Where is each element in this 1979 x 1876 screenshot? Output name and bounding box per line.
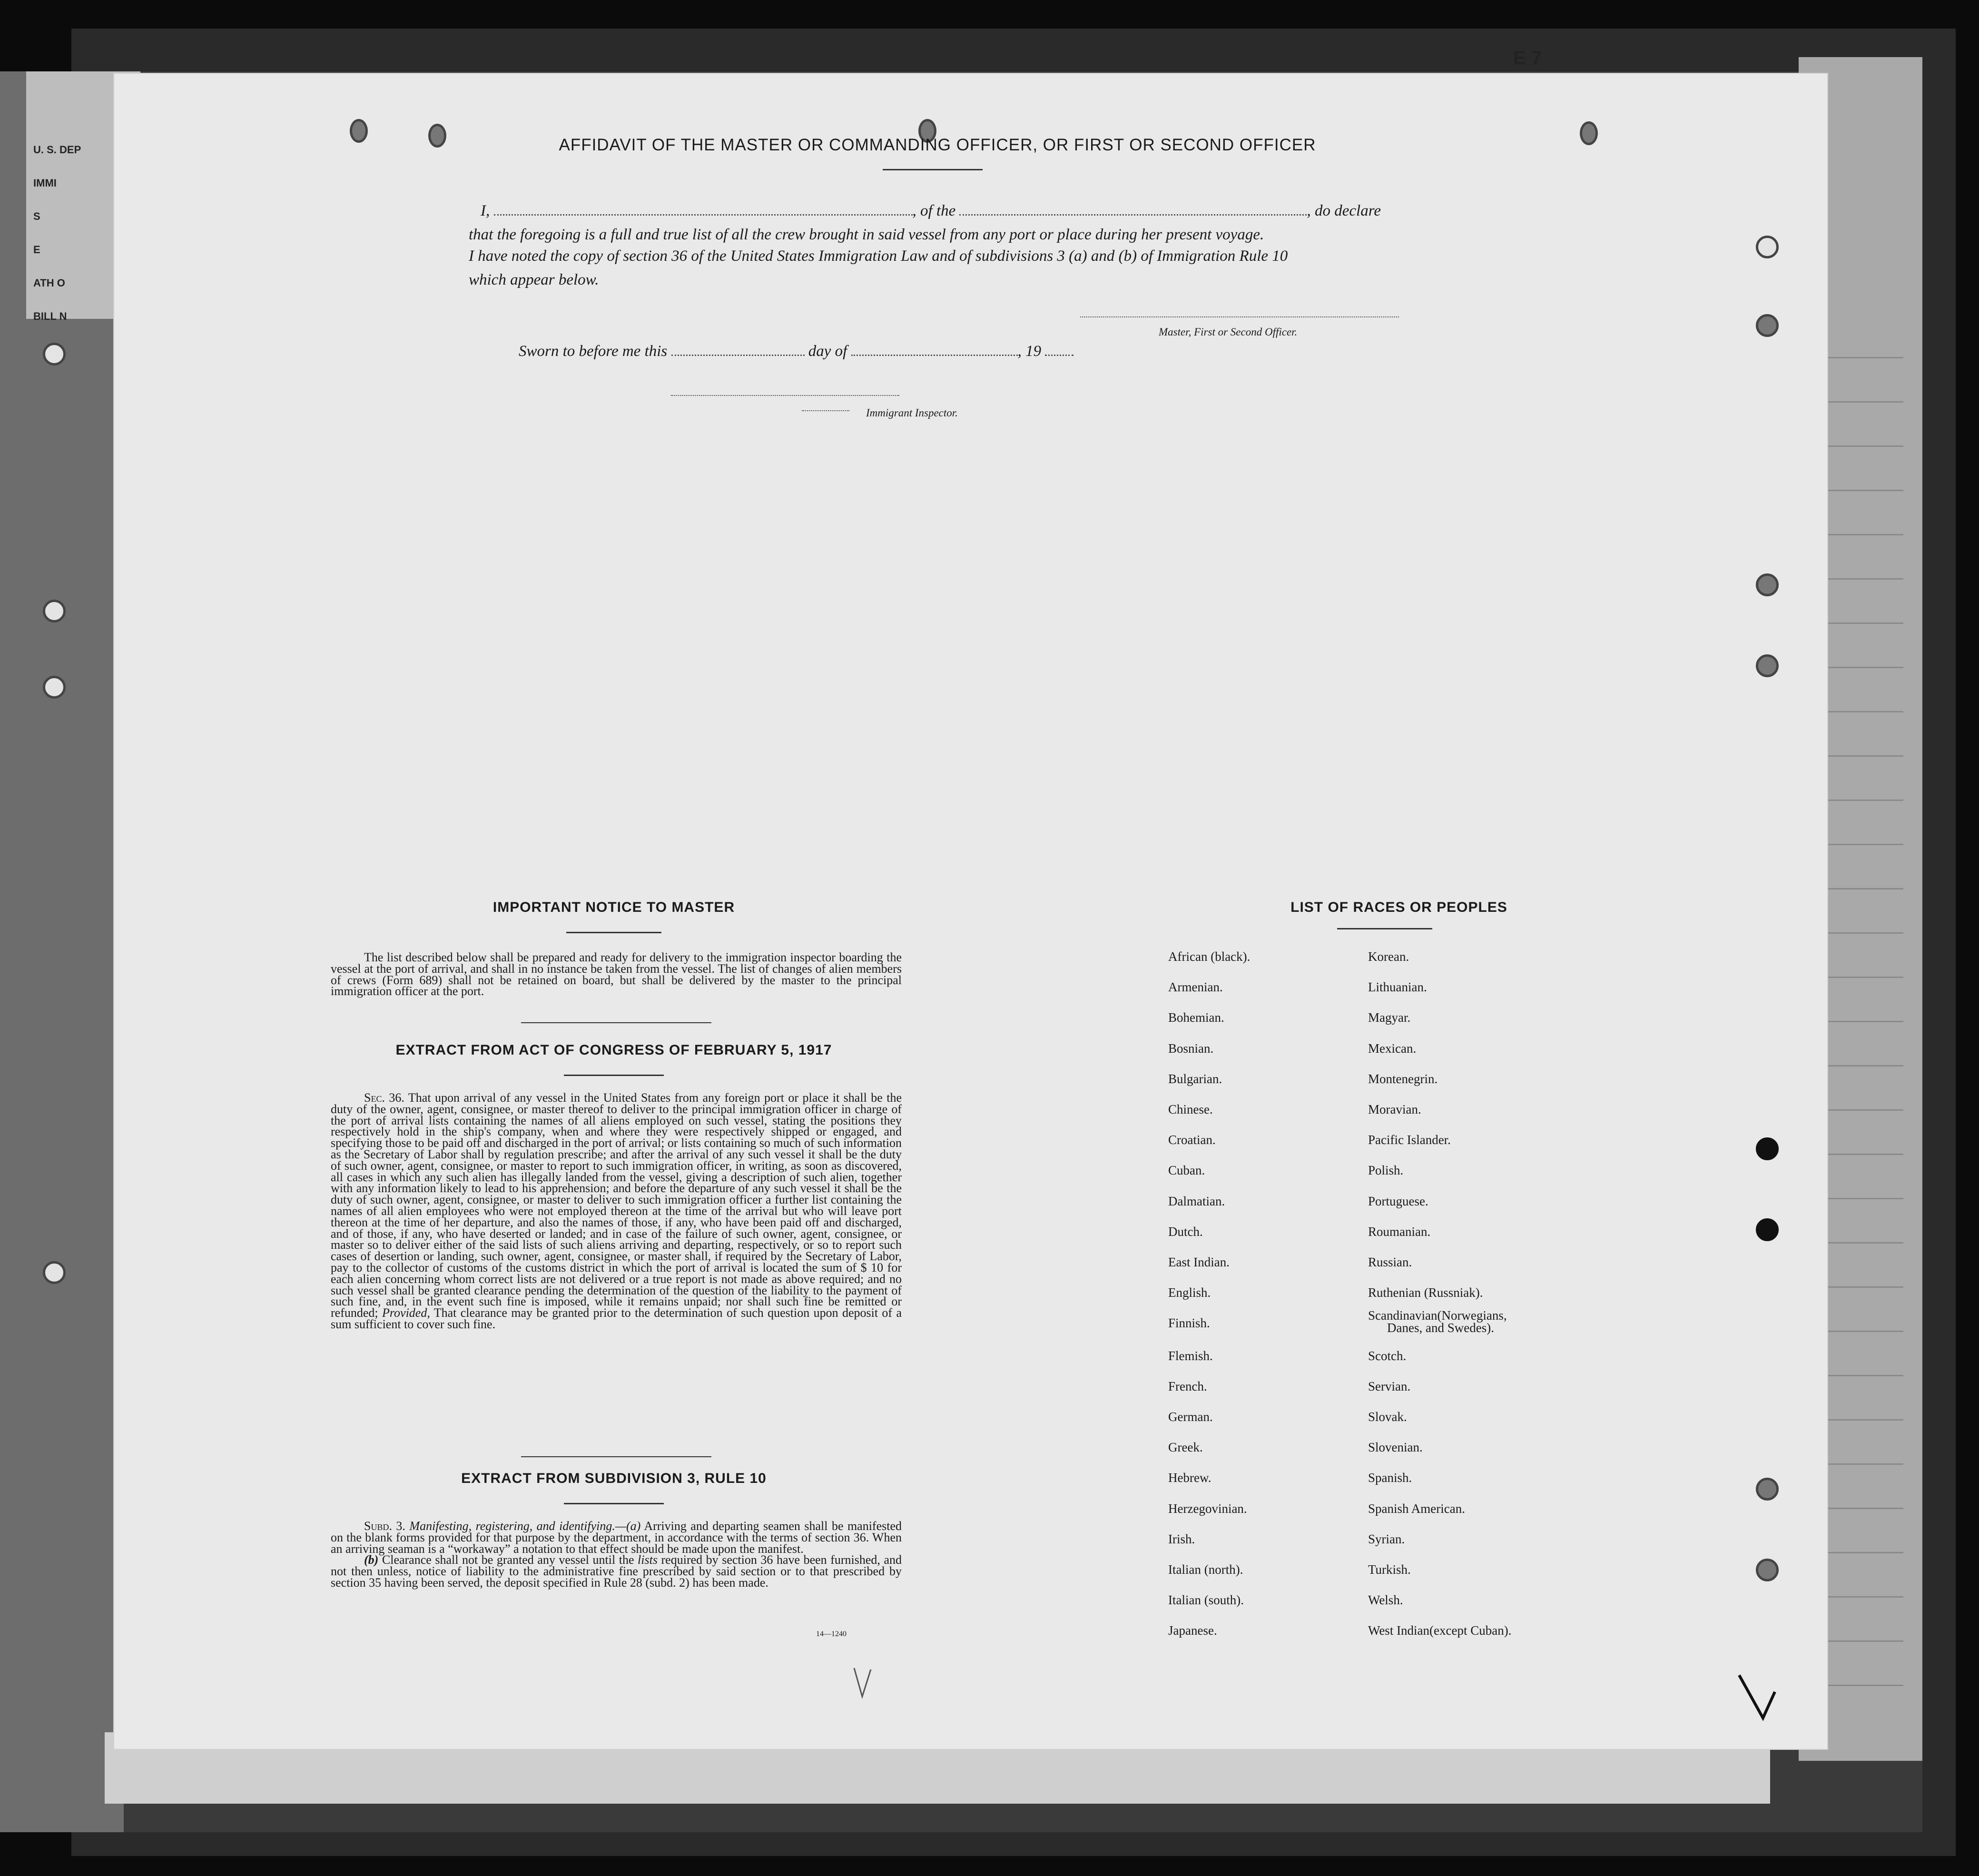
vessel-name-field[interactable] [959, 214, 1307, 216]
sworn-year-field[interactable] [1045, 355, 1073, 356]
punch-hole [43, 1261, 66, 1284]
signature-caption: Master, First or Second Officer. [1159, 326, 1298, 338]
race-item: Roumanian. [1368, 1224, 1431, 1239]
race-item: Chinese. [1168, 1102, 1213, 1116]
race-item: Finnish. [1168, 1316, 1210, 1331]
punch-hole [1756, 573, 1779, 596]
race-item: Irish. [1168, 1531, 1195, 1546]
race-item: Syrian. [1368, 1531, 1405, 1546]
race-item: Armenian. [1168, 980, 1223, 995]
race-item: Russian. [1368, 1255, 1412, 1269]
race-item: Portuguese. [1368, 1194, 1428, 1208]
race-item: Lithuanian. [1368, 980, 1427, 995]
notice-heading: IMPORTANT NOTICE TO MASTER [492, 899, 735, 915]
punch-hole [1756, 1559, 1779, 1581]
sworn-month-field[interactable] [851, 355, 1018, 356]
officer-name-field[interactable] [494, 214, 913, 216]
left-form-tab-text: U. S. DEP IMMI S E ATH O BILL N [33, 144, 81, 322]
race-item: Dalmatian. [1168, 1194, 1225, 1208]
section-36-text [331, 1092, 902, 1330]
punch-hole [43, 600, 66, 622]
race-item: Turkish. [1368, 1562, 1411, 1577]
race-item: Pacific Islander. [1368, 1133, 1451, 1147]
race-item: Servian. [1368, 1379, 1411, 1393]
sworn-line [519, 343, 1073, 360]
heading-rule [564, 1503, 664, 1504]
subd-label: Subd. 3. [364, 1519, 405, 1533]
subdivision-3-text [331, 1521, 902, 1589]
punch-hole [1756, 1218, 1779, 1241]
race-item: Spanish. [1368, 1471, 1412, 1485]
subd-a-text: Arriving and departing seamen shall be manifested on the blank forms provided for that purpose by the department, in accordance with the terms of section 36. When an arriving seaman is a “workaway” a notation to that effect should be made upon the manifest. [331, 1519, 902, 1556]
race-item-continuation: Danes, and Swedes). [1387, 1321, 1494, 1335]
race-item: Bulgarian. [1168, 1071, 1222, 1086]
race-item: Magyar. [1368, 1010, 1411, 1025]
race-item: Italian (south). [1168, 1593, 1244, 1608]
subd-b-text-2: required by section 36 have been furnished, and not then unless, notice of liability to the administrative fine prescribed by said section or to that prescribed by section 35 having been served, the deposit specified in Rule 28 (subd. 2) has been made. [331, 1553, 902, 1590]
race-item: Flemish. [1168, 1348, 1213, 1363]
race-item: Slovenian. [1368, 1440, 1423, 1455]
do-declare-label: , do declare [1307, 202, 1381, 219]
race-item: Slovak. [1368, 1410, 1407, 1424]
race-item: Montenegrin. [1368, 1071, 1438, 1086]
title-rule [883, 169, 983, 170]
sworn-day-label: day of [808, 343, 847, 360]
race-item: Ruthenian (Russniak). [1368, 1285, 1483, 1300]
race-item: Greek. [1168, 1440, 1203, 1455]
foregoing-line: that the foregoing is a full and true list of all the crew brought in said vessel from any port or place during her present voyage. [469, 226, 1264, 243]
check-mark [1737, 1666, 1780, 1723]
sworn-day-field[interactable] [671, 355, 805, 356]
notice-text: The list described below shall be prepared and ready for delivery to the immigration inspector boarding the vessel at the port of arrival, and shall in no instance be taken from the vessel. The list of changes of alien members of crews (Form 689) shall not be retained on board, but shall be delivered by the master to the principal immigration officer at the port. [331, 950, 902, 998]
race-item: Polish. [1368, 1163, 1404, 1178]
race-item: French. [1168, 1379, 1207, 1393]
sworn-year-label: , 19 [1017, 343, 1042, 360]
inspector-signature-field[interactable] [671, 395, 899, 396]
left-folder-edge [0, 71, 124, 1832]
section-divider [521, 1022, 711, 1023]
declaration-line [481, 202, 1381, 220]
lists-word: lists [638, 1553, 658, 1567]
punch-hole [350, 119, 368, 143]
noted-line: I have noted the copy of section 36 of the United States Immigration Law and of subdivisions 3 (a) and (b) of Immigration Rule 10 [469, 247, 1288, 265]
pencil-check-mark [852, 1666, 876, 1699]
heading-rule [564, 1075, 664, 1076]
punch-hole [428, 124, 446, 148]
of-the-label: , of the [912, 202, 956, 219]
race-item: Dutch. [1168, 1224, 1203, 1239]
punch-hole [1756, 654, 1779, 677]
race-item: Bosnian. [1168, 1041, 1214, 1056]
section-body-end: That clearance may be granted prior to the determination of such question upon deposit of a sum sufficient to cover such fine. [331, 1306, 902, 1331]
race-item: Cuban. [1168, 1163, 1205, 1178]
punch-hole [1756, 236, 1779, 258]
race-item: Mexican. [1368, 1041, 1417, 1056]
punch-hole [1756, 1137, 1779, 1160]
subd-b-text-1: Clearance shall not be granted any vessel until the [382, 1553, 634, 1567]
race-item: Hebrew. [1168, 1471, 1211, 1485]
subd-b-label: (b) [364, 1553, 379, 1567]
declaration-i: I, [481, 202, 490, 219]
punch-hole [43, 676, 66, 699]
sworn-prefix: Sworn to before me this [519, 343, 668, 360]
appear-line: which appear below. [469, 271, 599, 288]
race-item: East Indian. [1168, 1255, 1230, 1269]
race-item: Moravian. [1368, 1102, 1421, 1116]
race-item: English. [1168, 1285, 1211, 1300]
punch-hole [1756, 1478, 1779, 1501]
punch-hole [43, 343, 66, 365]
race-item: Korean. [1368, 949, 1409, 964]
race-item: Herzegovinian. [1168, 1501, 1247, 1516]
section-label: Sec. 36. [364, 1091, 404, 1105]
race-item: West Indian(except Cuban). [1368, 1623, 1512, 1638]
heading-rule [1337, 928, 1432, 929]
section-body: That upon arrival of any vessel in the United States from any foreign port or place it shall be the duty of the owner, agent, consignee, or master thereof to deliver to the principal immigration officer in charge of the port of arrival lists containing the names of all aliens employed on such vessel, stating the positions they respectively hold in the ship's company, when and where they were respectively shipped or engaged, and specifying those to be paid off and discharged in the port of arrival; or lists containing so much of such information as the Secretary of Labor shall by regulation prescribe; and after the arrival of any such vessel it shall be the duty of such owner, agent, consignee, or master to report to such immigration officer, in writing, as soon as discovered, all cases in which any such alien has illegally landed from the vessel, giving a description of such alien, together with any information likely to lead to his apprehension; and before the departure of any such vessel it shall be the duty of such owner, agent, consignee, or master to deliver to such immigration officer a further list containing the names of all alien employees who were not employed thereon at the time of the arrival but who will leave port thereon at the time of her departure, and also the names of those, if any, who have been paid off and discharged, and of those, if any, who have deserted or landed; and in case of the failure of such owner, agent, consignee, or master so to deliver either of the said lists of such aliens arriving and departing, respectively, or so to report such cases of desertion or landing, such owner, agent, consignee, or master shall, if required by the Secretary of Labor, pay to the collector of customs of the customs district in which the port of arrival is located the sum of $ 10 for each alien concerning whom correct lists are not delivered or a true report is not made as above required; and no such vessel shall be granted clearance pending the determination of the question of the liability to the payment of such fine, and, in the event such fine is imposed, while it remains unpaid; nor shall such fine be remitted or refunded; [331, 1091, 902, 1320]
inspector-dots [802, 410, 849, 411]
race-item: Welsh. [1368, 1593, 1403, 1608]
race-item: Italian (north). [1168, 1562, 1243, 1577]
races-heading: LIST OF RACES OR PEOPLES [1290, 899, 1507, 915]
race-item: Croatian. [1168, 1133, 1216, 1147]
section-divider [521, 1456, 711, 1457]
form-number: 14—1240 [816, 1630, 847, 1638]
race-item: Spanish American. [1368, 1501, 1465, 1516]
affidavit-title: AFFIDAVIT OF THE MASTER OR COMMANDING OFFICER, OR FIRST OR SECOND OFFICER [559, 136, 1316, 154]
subd-title: Manifesting, registering, and identifying.—(a) [409, 1519, 641, 1533]
race-item: Scandinavian(Norwegians, [1368, 1308, 1507, 1323]
race-item: African (black). [1168, 949, 1250, 964]
rule-heading: EXTRACT FROM SUBDIVISION 3, RULE 10 [461, 1471, 767, 1486]
act-heading: EXTRACT FROM ACT OF CONGRESS OF FEBRUARY 5, 1917 [395, 1042, 832, 1058]
corner-stamp: E 7 [1513, 48, 1542, 69]
race-item: German. [1168, 1410, 1213, 1424]
officer-signature-field[interactable] [1080, 316, 1399, 317]
provided-word: Provided, [382, 1306, 430, 1320]
punch-hole [1756, 314, 1779, 337]
heading-rule [566, 932, 661, 933]
punch-hole [1580, 121, 1598, 145]
race-item: Bohemian. [1168, 1010, 1224, 1025]
race-item: Japanese. [1168, 1623, 1217, 1638]
inspector-caption: Immigrant Inspector. [866, 407, 958, 419]
race-item: Scotch. [1368, 1348, 1407, 1363]
